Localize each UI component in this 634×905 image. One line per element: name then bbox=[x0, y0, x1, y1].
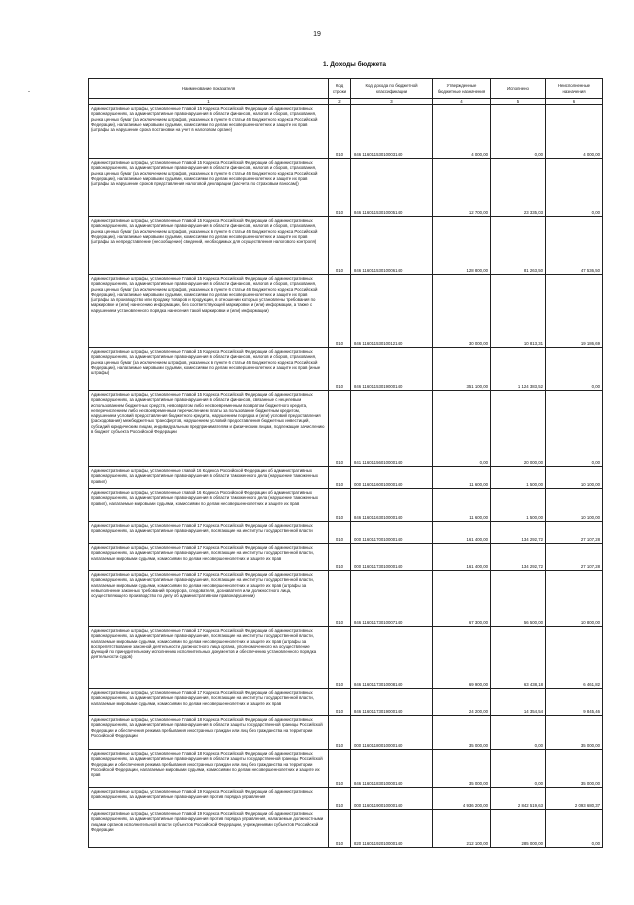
row-executed: 1 500,00 bbox=[491, 467, 546, 489]
row-executed: 0,00 bbox=[491, 105, 546, 159]
row-name: Административные штрафы, установленные Главой 17 Кодекса Российской Федерации об административных правонарушениях, за административные правонарушения, посягающие на институты государственной власти bbox=[89, 522, 329, 544]
row-executed: 14 354,54 bbox=[491, 689, 546, 716]
row-approved: 35 000,00 bbox=[433, 750, 491, 788]
row-kbk: 846 11601153010003140 bbox=[351, 105, 433, 159]
row-line-code: 010 bbox=[329, 467, 351, 489]
row-kbk: 000 11601170010000140 bbox=[351, 522, 433, 544]
row-unexecuted: 27 107,28 bbox=[546, 544, 603, 571]
row-line-code: 010 bbox=[329, 788, 351, 810]
row-line-code: 010 bbox=[329, 716, 351, 750]
row-unexecuted: 0,00 bbox=[546, 810, 603, 848]
row-line-code: 010 bbox=[329, 105, 351, 159]
row-executed: 56 500,00 bbox=[491, 571, 546, 627]
row-name: Административные штрафы, установленные Главой 17 Кодекса Российской Федерации об административных правонарушениях, за административные правонарушения, посягающие на институты государственной власти, налагаемые мировыми судьями, комиссиями по делам несовершеннолетних и защите их прав (штрафы за невыполнение законных требований прокурора, следователя, дознавателя или должностного лица, осуществляющего производство по делу об административном правонарушении) bbox=[89, 571, 329, 627]
row-unexecuted: 0,00 bbox=[546, 391, 603, 467]
row-approved: 12 700,00 bbox=[433, 159, 491, 217]
table-row bbox=[89, 810, 603, 848]
row-approved: 35 000,00 bbox=[433, 716, 491, 750]
table-row bbox=[89, 159, 603, 217]
row-name: Административные штрафы, установленные Главой 15 Кодекса Российской Федерации об административных правонарушениях, за административные правонарушения в области финансов, налогов и сборов, страхования, рынка ценных бумаг (за исключением штрафов, указанных в пункте 6 статьи 46 Бюджетного кодекса Российской Федерации), налагаемые мировыми судьями, комиссиями по делам несовершеннолетних и защите их прав (иные штрафы) bbox=[89, 348, 329, 391]
row-kbk: 846 11601173010007140 bbox=[351, 571, 433, 627]
row-name: Административные штрафы, установленные Главой 18 Кодекса Российской Федерации об административных правонарушениях, за административные правонарушения в области защиты государственной границы Российской Федерации и обеспечения режима пребывания иностранных граждан или лиц без гражданства на территории Российской Федерации, налагаемые мировыми судьями, комиссиями по делам несовершеннолетних и защите их прав bbox=[89, 750, 329, 788]
row-line-code: 010 bbox=[329, 810, 351, 848]
row-kbk: 846 11601163010000140 bbox=[351, 489, 433, 522]
row-name: Административные штрафы, установленные Главой 15 Кодекса Российской Федерации об административных правонарушениях, за административные правонарушения в области финансов, налогов и сборов, страхования, рынка ценных бумаг (за исключением штрафов, указанных в пункте 6 статьи 46 Бюджетного кодекса Российской Федерации), налагаемые мировыми судьями, комиссиями по делам несовершеннолетних и защите их прав (штрафы за непредставление (несообщение) сведений, необходимых для осуществления налогового контроля) bbox=[89, 217, 329, 275]
column-number: 4 bbox=[433, 99, 491, 105]
row-unexecuted: 10 100,00 bbox=[546, 489, 603, 522]
row-approved: 11 600,00 bbox=[433, 467, 491, 489]
row-name: Административные штрафы, установленные Главой 15 Кодекса Российской Федерации об административных правонарушениях, за административные правонарушения в области финансов, связанные с нецелевым использованием бюджетных средств, невозвратом либо несвоевременным возвратом бюджетного кредита, неперечислением либо несвоевременным перечислением платы за пользование бюджетным кредитом, нарушением условий предоставления бюджетного кредита, нарушением порядка и (или) условий предоставления (расходования) межбюджетных трансфертов, нарушением условий предоставления бюджетных инвестиций, субсидий юридическим лицам, индивидуальным предпринимателям и физическим лицам, подлежащие зачислению в бюджет субъекта Российской Федерации bbox=[89, 391, 329, 467]
row-approved: 11 600,00 bbox=[433, 489, 491, 522]
row-unexecuted: 47 536,50 bbox=[546, 217, 603, 275]
header-line-code: Код строки bbox=[329, 79, 351, 99]
header-name: Наименование показателя bbox=[89, 79, 329, 99]
row-line-code: 010 bbox=[329, 689, 351, 716]
row-executed: 2 842 519,63 bbox=[491, 788, 546, 810]
row-executed: 10 813,31 bbox=[491, 275, 546, 348]
row-unexecuted: 2 093 680,37 bbox=[546, 788, 603, 810]
row-approved: 4 000,00 bbox=[433, 105, 491, 159]
row-kbk: 846 11601153010005140 bbox=[351, 159, 433, 217]
row-name: Административные штрафы, установленные Главой 15 Кодекса Российской Федерации об административных правонарушениях, за административные правонарушения в области финансов, налогов и сборов, страхования, рынка ценных бумаг (за исключением штрафов, указанных в пункте 6 статьи 46 Бюджетного кодекса Российской Федерации), налагаемые мировыми судьями, комиссиями по делам несовершеннолетних и защите их прав (штрафы за нарушение срока постановки на учет в налоговом органе) bbox=[89, 105, 329, 159]
row-approved: 4 936 200,00 bbox=[433, 788, 491, 810]
row-kbk: 000 11601190010000140 bbox=[351, 788, 433, 810]
row-executed: 81 263,50 bbox=[491, 217, 546, 275]
row-line-code: 010 bbox=[329, 489, 351, 522]
row-line-code: 010 bbox=[329, 275, 351, 348]
row-line-code: 010 bbox=[329, 571, 351, 627]
row-executed: 1 500,00 bbox=[491, 489, 546, 522]
row-line-code: 010 bbox=[329, 544, 351, 571]
row-executed: 20 000,00 bbox=[491, 391, 546, 467]
column-number: 2 bbox=[329, 99, 351, 105]
row-executed: 23 335,03 bbox=[491, 159, 546, 217]
row-kbk: 846 11601173010008140 bbox=[351, 627, 433, 689]
row-unexecuted: 10 800,00 bbox=[546, 571, 603, 627]
table-header-row bbox=[89, 79, 603, 99]
table-row bbox=[89, 716, 603, 750]
header-unexecuted: Неисполненные назначения bbox=[546, 79, 603, 99]
row-name: Административные штрафы, установленные Главой 19 Кодекса Российской Федерации об административных правонарушениях, за административные правонарушения против порядка управления, налагаемые должностными лицами органов исполнительной власти субъектов Российской Федерации, учреждениями субъектов Российской Федерации bbox=[89, 810, 329, 848]
row-name: Административные штрафы, установленные главой 16 Кодекса Российской Федерации об административных правонарушениях, за административные правонарушения в области таможенного дела (нарушение таможенных правил), налагаемые мировыми судьями, комиссиями по делам несовершеннолетних и защите их прав bbox=[89, 489, 329, 522]
row-name: Административные штрафы, установленные Главой 15 Кодекса Российской Федерации об административных правонарушениях, за административные правонарушения в области финансов, налогов и сборов, страхования, рынка ценных бумаг (за исключением штрафов, указанных в пункте 6 статьи 46 Бюджетного кодекса Российской Федерации), налагаемые мировыми судьями, комиссиями по делам несовершеннолетних и защите их прав (штрафы за нарушение сроков представления налоговой декларации (расчета по страховым взносам)) bbox=[89, 159, 329, 217]
row-unexecuted: 4 000,00 bbox=[546, 105, 603, 159]
table-row bbox=[89, 217, 603, 275]
table-row bbox=[89, 627, 603, 689]
row-name: Административные штрафы, установленные Главой 17 Кодекса Российской Федерации об административных правонарушениях, за административные правонарушения, посягающие на институты государственной власти, налагаемые мировыми судьями, комиссиями по делам несовершеннолетних и защите их прав bbox=[89, 544, 329, 571]
row-executed: 134 292,72 bbox=[491, 544, 546, 571]
table-row bbox=[89, 571, 603, 627]
table-row bbox=[89, 275, 603, 348]
row-name: Административные штрафы, установленные Главой 18 Кодекса Российской Федерации об административных правонарушениях, за административные правонарушения в области защиты государственной границы Российской Федерации и обеспечения режима пребывания иностранных граждан или лиц без гражданства на территории Российской Федерации bbox=[89, 716, 329, 750]
row-kbk: 846 11601173019000140 bbox=[351, 689, 433, 716]
row-kbk: 846 11601153019000140 bbox=[351, 348, 433, 391]
row-line-code: 010 bbox=[329, 217, 351, 275]
row-kbk: 820 11601192010000140 bbox=[351, 810, 433, 848]
column-number: 5 bbox=[491, 99, 546, 105]
row-unexecuted: 10 100,00 bbox=[546, 467, 603, 489]
row-kbk: 000 11601160010000140 bbox=[351, 467, 433, 489]
row-approved: 24 200,00 bbox=[433, 689, 491, 716]
column-number: 1 bbox=[89, 99, 329, 105]
column-number: 6 bbox=[546, 99, 603, 105]
row-name: Административные штрафы, установленные Главой 17 Кодекса Российской Федерации об административных правонарушениях, за административные правонарушения, посягающие на институты государственной власти, налагаемые мировыми судьями, комиссиями по делам несовершеннолетних и защите их прав (штрафы за воспрепятствование законной деятельности должностного лица органа, уполномоченного на осуществление функций по принудительному исполнению исполнительных документов и обеспечению установленного порядка деятельности судов) bbox=[89, 627, 329, 689]
table-row bbox=[89, 522, 603, 544]
row-name: Административные штрафы, установленные главой 16 Кодекса Российской Федерации об административных правонарушениях, за административные правонарушения в области таможенного дела (нарушение таможенных правил) bbox=[89, 467, 329, 489]
row-unexecuted: 35 000,00 bbox=[546, 750, 603, 788]
row-executed: 0,00 bbox=[491, 750, 546, 788]
row-unexecuted: 27 107,28 bbox=[546, 522, 603, 544]
table-row bbox=[89, 105, 603, 159]
page-number: 19 bbox=[313, 31, 321, 38]
row-executed: 63 438,18 bbox=[491, 627, 546, 689]
row-name: Административные штрафы, установленные Главой 19 Кодекса Российской Федерации об административных правонарушениях, за административные правонарушения против порядка управления bbox=[89, 788, 329, 810]
row-line-code: 010 bbox=[329, 627, 351, 689]
table-row bbox=[89, 348, 603, 391]
row-executed: 0,00 bbox=[491, 716, 546, 750]
row-kbk: 846 11601153010012140 bbox=[351, 275, 433, 348]
row-kbk: 000 11601173010000140 bbox=[351, 544, 433, 571]
margin-mark: - bbox=[28, 89, 30, 95]
table-row bbox=[89, 391, 603, 467]
row-approved: 67 300,00 bbox=[433, 571, 491, 627]
table-row bbox=[89, 467, 603, 489]
row-unexecuted: 0,00 bbox=[546, 159, 603, 217]
row-kbk: 846 11601183010000140 bbox=[351, 750, 433, 788]
row-name: Административные штрафы, установленные Главой 15 Кодекса Российской Федерации об административных правонарушениях, за административные правонарушения в области финансов, налогов и сборов, страхования, рынка ценных бумаг (за исключением штрафов, указанных в пункте 6 статьи 46 Бюджетного кодекса Российской Федерации), налагаемые мировыми судьями, комиссиями по делам несовершеннолетних и защите их прав (штрафы за производство или продажу товаров и продукции, в отношении которых установлены требования по маркировке и (или) нанесению информации, без соответствующей маркировки и (или) информации, а также с нарушением установленного порядка нанесения такой маркировки и (или) информации) bbox=[89, 275, 329, 348]
row-executed: 134 292,72 bbox=[491, 522, 546, 544]
row-unexecuted: 6 461,82 bbox=[546, 627, 603, 689]
row-line-code: 010 bbox=[329, 391, 351, 467]
row-line-code: 010 bbox=[329, 522, 351, 544]
row-executed: 1 124 383,52 bbox=[491, 348, 546, 391]
header-kbk: Код дохода по бюджетной классификации bbox=[351, 79, 433, 99]
row-unexecuted: 35 000,00 bbox=[546, 716, 603, 750]
row-line-code: 010 bbox=[329, 159, 351, 217]
row-kbk: 846 11601153010006140 bbox=[351, 217, 433, 275]
header-approved: Утвержденные бюджетные назначения bbox=[433, 79, 491, 99]
row-approved: 128 800,00 bbox=[433, 217, 491, 275]
table-row bbox=[89, 689, 603, 716]
row-approved: 0,00 bbox=[433, 391, 491, 467]
row-approved: 69 900,00 bbox=[433, 627, 491, 689]
table-row bbox=[89, 788, 603, 810]
row-approved: 161 400,00 bbox=[433, 544, 491, 571]
row-approved: 212 100,00 bbox=[433, 810, 491, 848]
table-row bbox=[89, 489, 603, 522]
header-executed: Исполнено bbox=[491, 79, 546, 99]
row-line-code: 010 bbox=[329, 750, 351, 788]
row-name: Административные штрафы, установленные Главой 17 Кодекса Российской Федерации об административных правонарушениях, за административные правонарушения, посягающие на институты государственной власти, налагаемые мировыми судьями, комиссиями по делам несовершеннолетних и защите их прав bbox=[89, 689, 329, 716]
row-kbk: 841 11601156010000140 bbox=[351, 391, 433, 467]
row-executed: 285 000,00 bbox=[491, 810, 546, 848]
row-approved: 351 100,00 bbox=[433, 348, 491, 391]
document-title: 1. Доходы бюджета bbox=[323, 61, 387, 68]
row-approved: 161 400,00 bbox=[433, 522, 491, 544]
column-number: 3 bbox=[351, 99, 433, 105]
row-unexecuted: 19 186,69 bbox=[546, 275, 603, 348]
table-row bbox=[89, 750, 603, 788]
revenue-table bbox=[88, 78, 603, 848]
row-line-code: 010 bbox=[329, 348, 351, 391]
table-row bbox=[89, 544, 603, 571]
row-kbk: 000 11601180010000140 bbox=[351, 716, 433, 750]
row-unexecuted: 9 845,46 bbox=[546, 689, 603, 716]
row-approved: 30 000,00 bbox=[433, 275, 491, 348]
row-unexecuted: 0,00 bbox=[546, 348, 603, 391]
